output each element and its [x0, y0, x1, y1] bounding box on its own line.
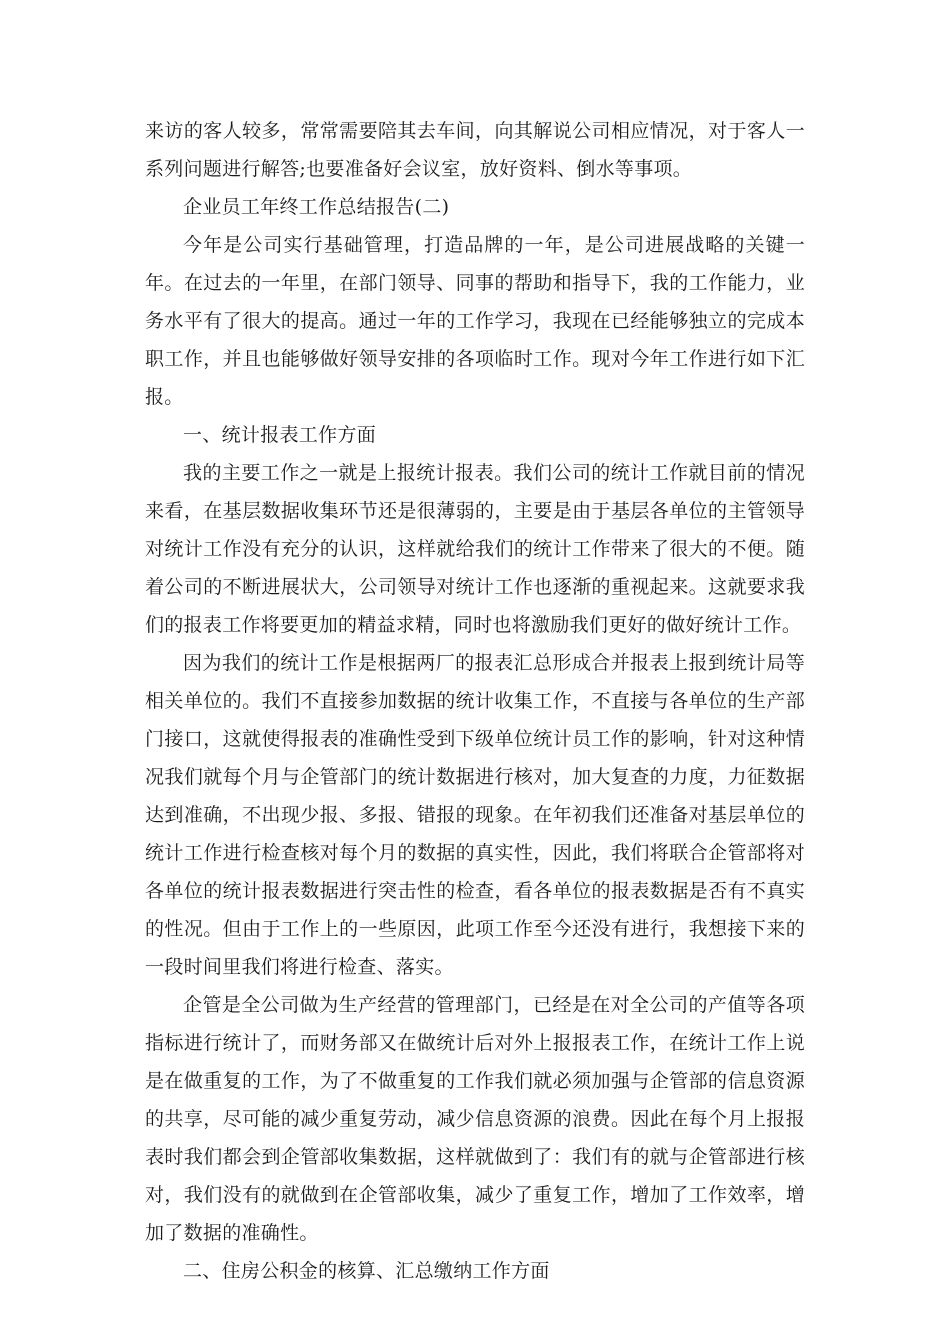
paragraph-intro: 今年是公司实行基础管理，打造品牌的一年，是公司进展战略的关键一年。在过去的一年里，在部门领导、同事的帮助和指导下，我的工作能力，业务水平有了很大的提高。通过一年的工作学习，我现在已经能够独立的完成本职工作，并且也能够做好领导安排的各项临时工作。现对今年工作进行如下汇报。 [145, 234, 805, 408]
document-body [145, 112, 805, 1290]
paragraph-continuation: 来访的客人较多，常常需要陪其去车间，向其解说公司相应情况，对于客人一系列问题进行解答;也要准备好会议室，放好资料、倒水等事项。 [145, 120, 805, 180]
paragraph-statistics-2: 因为我们的统计工作是根据两厂的报表汇总形成合并报表上报到统计局等相关单位的。我们不直接参加数据的统计收集工作，不直接与各单位的生产部门接口，这就使得报表的准确性受到下级单位统计员工作的影响，针对这种情况我们就每个月与企管部门的统计数据进行核对，加大复查的力度，力征数据达到准确，不出现少报、多报、错报的现象。在年初我们还准备对基层单位的统计工作进行检查核对每个月的数据的真实性，因此，我们将联合企管部将对各单位的统计报表数据进行突击性的检查，看各单位的报表数据是否有不真实的性况。但由于工作上的一些原因，此项工作至今还没有进行，我想接下来的一段时间里我们将进行检查、落实。 [145, 652, 805, 978]
report-title: 企业员工年终工作总结报告(二) [183, 196, 450, 218]
paragraph-statistics-3: 企管是全公司做为生产经营的管理部门，已经是在对全公司的产值等各项指标进行统计了，而财务部又在做统计后对外上报报表工作，在统计工作上说是在做重复的工作，为了不做重复的工作我们就必须加强与企管部的信息资源的共享，尽可能的减少重复劳动，减少信息资源的浪费。因此在每个月上报报表时我们都会到企管部收集数据，这样就做到了：我们有的就与企管部进行核对，我们没有的就做到在企管部收集，减少了重复工作，增加了工作效率，增加了数据的准确性。 [145, 994, 805, 1244]
section-heading-statistics: 一、统计报表工作方面 [183, 424, 377, 446]
paragraph-statistics-1: 我的主要工作之一就是上报统计报表。我们公司的统计工作就目前的情况来看，在基层数据收集环节还是很薄弱的，主要是由于基层各单位的主管领导对统计工作没有充分的认识，这样就给我们的统计工作带来了很大的不便。随着公司的不断进展状大，公司领导对统计工作也逐渐的重视起来。这就要求我们的报表工作将要更加的精益求精，同时也将激励我们更好的做好统计工作。 [145, 462, 805, 636]
section-heading-housing-fund: 二、住房公积金的核算、汇总缴纳工作方面 [183, 1260, 550, 1282]
